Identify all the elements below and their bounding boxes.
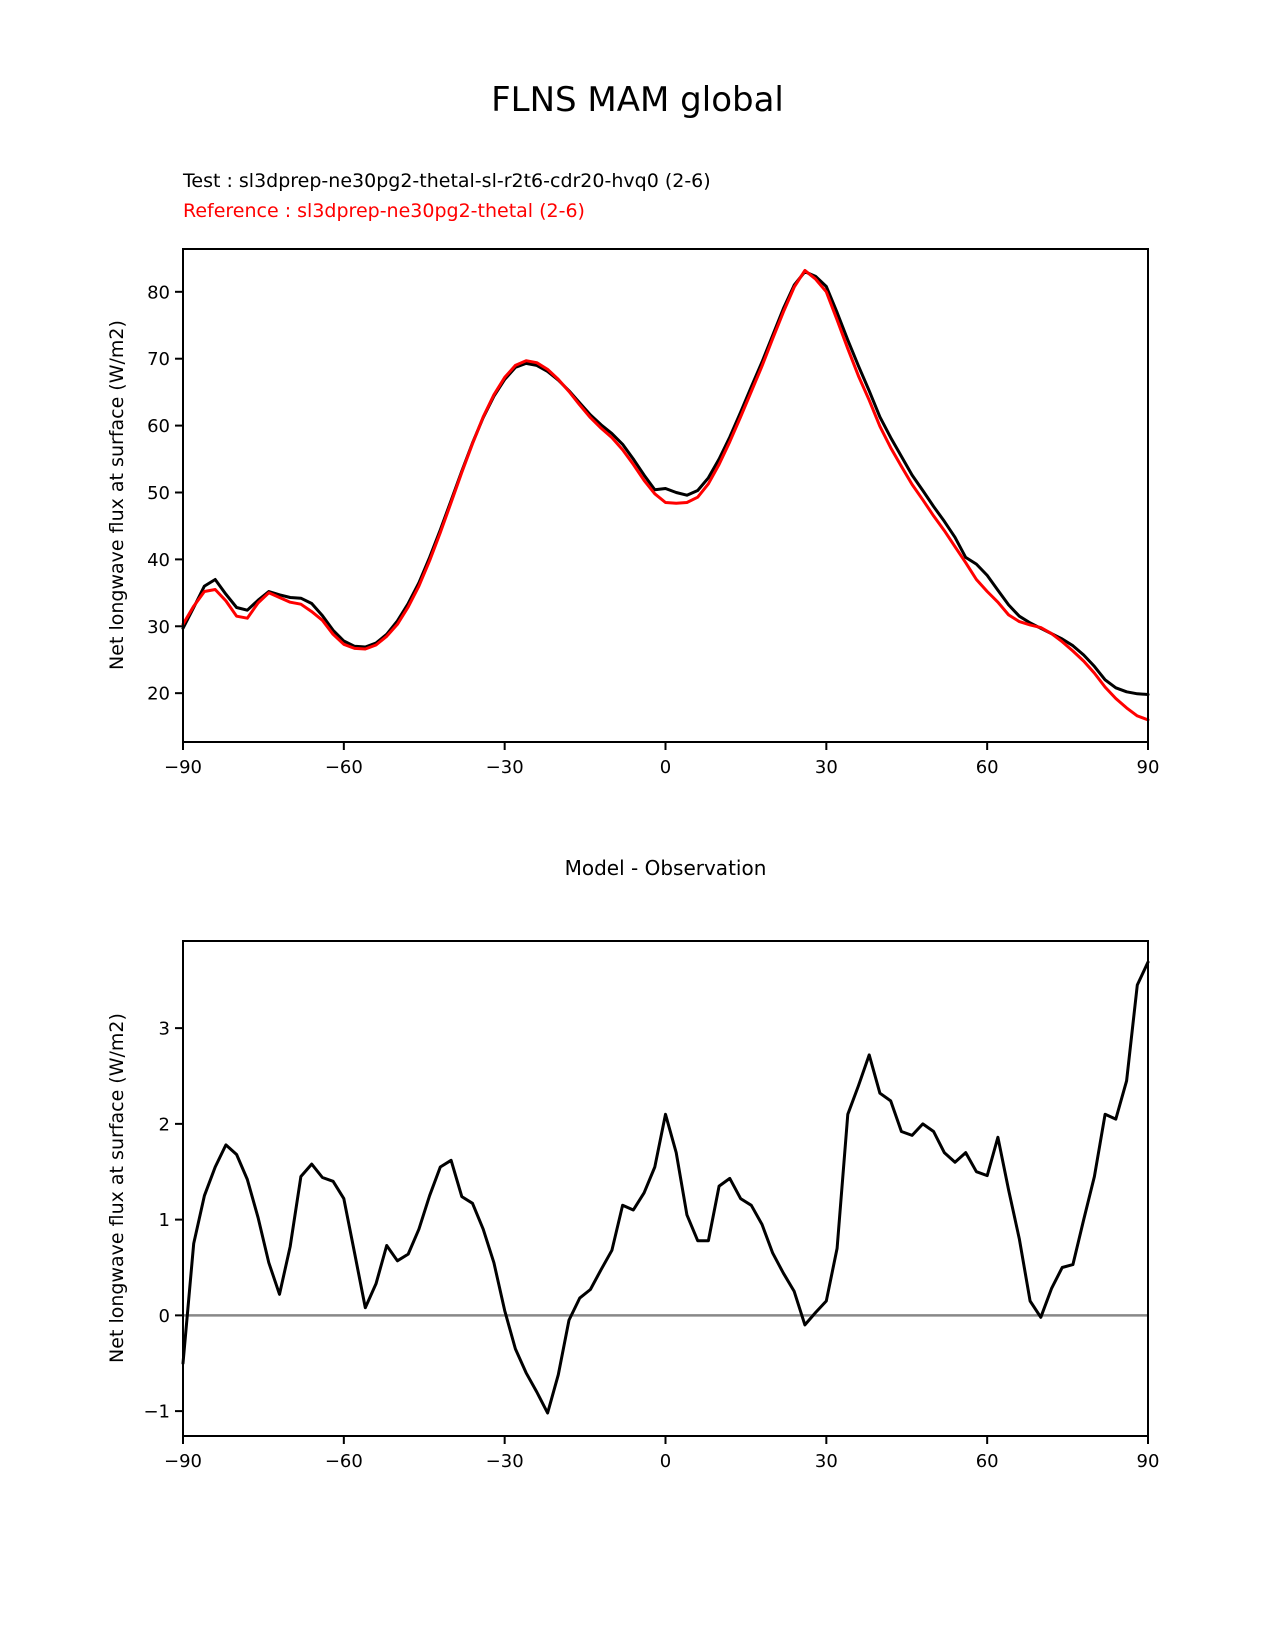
x-tick-label: −90 bbox=[164, 1451, 202, 1472]
y-tick-label: 80 bbox=[147, 282, 170, 304]
top-chart-ylabel: Net longwave flux at surface (W/m2) bbox=[106, 320, 128, 670]
reference-series-line bbox=[183, 270, 1148, 720]
reference-label: Reference : sl3dprep-ne30pg2-thetal (2-6) bbox=[183, 200, 585, 222]
x-tick-label: 0 bbox=[659, 1451, 672, 1472]
test-label: Test : sl3dprep-ne30pg2-thetal-sl-r2t6-cdr20-hvq0 (2-6) bbox=[183, 170, 711, 192]
y-tick-label: −1 bbox=[143, 1401, 170, 1423]
y-tick-label: 3 bbox=[158, 1018, 170, 1040]
x-tick-label: 30 bbox=[814, 1451, 838, 1472]
axes-spines bbox=[183, 249, 1148, 742]
figure-title: FLNS MAM global bbox=[491, 80, 784, 120]
y-tick-label: 0 bbox=[158, 1305, 170, 1327]
x-tick-label: 0 bbox=[659, 757, 672, 778]
y-tick-label: 70 bbox=[147, 349, 170, 371]
difference-series-line bbox=[183, 962, 1148, 1413]
y-tick-label: 50 bbox=[147, 482, 170, 504]
y-tick-label: 2 bbox=[158, 1114, 170, 1136]
chart-bottom bbox=[143, 941, 1159, 1472]
x-tick-label: 90 bbox=[1136, 757, 1160, 778]
test-series-line bbox=[183, 272, 1148, 695]
y-tick-label: 40 bbox=[147, 549, 170, 571]
y-tick-label: 1 bbox=[158, 1210, 170, 1232]
x-tick-label: −60 bbox=[324, 1451, 363, 1472]
x-tick-label: 60 bbox=[975, 1451, 999, 1472]
x-tick-label: −30 bbox=[485, 1451, 524, 1472]
x-tick-label: 30 bbox=[814, 757, 838, 778]
bottom-chart-ylabel: Net longwave flux at surface (W/m2) bbox=[106, 1013, 128, 1363]
bottom-chart-title: Model - Observation bbox=[564, 856, 767, 880]
x-tick-label: −30 bbox=[485, 757, 524, 778]
x-tick-label: −60 bbox=[324, 757, 363, 778]
x-tick-label: −90 bbox=[164, 757, 202, 778]
x-tick-label: 60 bbox=[975, 757, 999, 778]
x-tick-label: 90 bbox=[1136, 1451, 1160, 1472]
y-tick-label: 30 bbox=[147, 616, 170, 638]
y-tick-label: 60 bbox=[147, 416, 170, 438]
chart-top bbox=[147, 249, 1159, 778]
axes-spines bbox=[183, 941, 1148, 1436]
y-tick-label: 20 bbox=[147, 683, 170, 705]
